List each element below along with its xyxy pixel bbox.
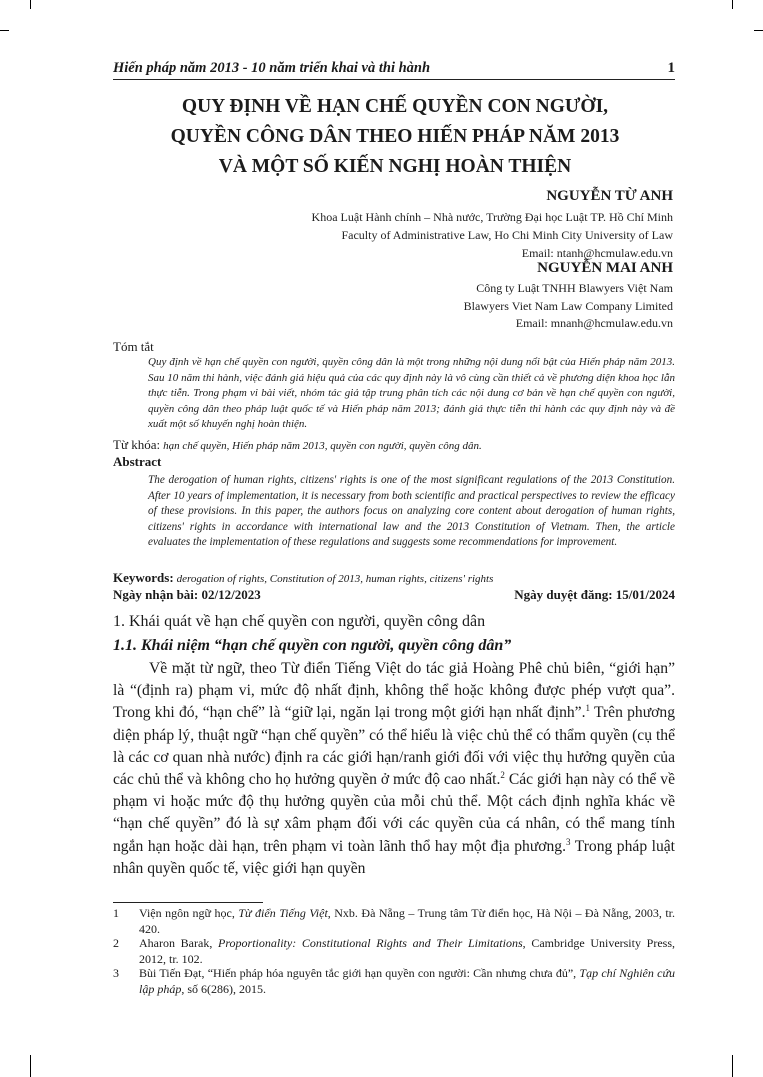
crop-mark xyxy=(732,0,733,9)
author-affiliation: Công ty Luật TNHH Blawyers Việt Nam xyxy=(476,281,673,295)
title-line: VÀ MỘT SỐ KIẾN NGHỊ HOÀN THIỆN xyxy=(218,156,572,177)
footnote-number: 2 xyxy=(113,936,119,950)
abstract-vi-text: Quy định về hạn chế quyền con người, quyền công dân là một trong những nội dung nổi bật của Hiến pháp năm 2013. Sau 10 năm thi hành, việc đánh giá hiệu quả của các quy định này là vô cùng cần thiết cả về phương diện khoa học lẫn thực tiễn. Trong phạm vi bài viết, nhóm tác giả tập trung phân tích các nội dung cơ bản về hạn chế quyền con người, quyền công dân theo pháp luật quốc tế và Hiến pháp năm 2013; đánh giá thực tiễn thi hành các quy định này và đề xuất một số khuyến nghị hoàn thiện. xyxy=(148,356,675,431)
keywords-vi-text: hạn chế quyền, Hiến pháp năm 2013, quyền con người, quyền công dân. xyxy=(163,440,482,452)
footnote-text: Aharon Barak, xyxy=(139,936,218,950)
crop-mark xyxy=(30,1055,31,1077)
keywords-en xyxy=(113,570,683,586)
running-title: Hiến pháp năm 2013 - 10 năm triển khai và thi hành xyxy=(113,60,431,76)
footnote-text: Bùi Tiến Đạt, “Hiến pháp hóa nguyên tắc giới hạn quyền con người: Cần nhưng chưa đủ”, xyxy=(139,966,580,980)
accepted-date: Ngày duyệt đăng: 15/01/2024 xyxy=(514,587,675,602)
author-name: NGUYỄN MAI ANH xyxy=(537,260,673,276)
footnote-text: , Cambridge University Press, 2012, tr. 102. xyxy=(139,936,675,966)
footnote xyxy=(113,906,675,937)
footnote-number: 1 xyxy=(113,906,119,920)
footnote-work-title: Tạp chí Nghiên cứu lập pháp xyxy=(139,966,675,996)
footnote xyxy=(113,966,675,997)
title-line: QUY ĐỊNH VỀ HẠN CHẾ QUYỀN CON NGƯỜI, xyxy=(181,96,609,117)
article-title xyxy=(100,92,690,182)
keywords-en-text: derogation of rights, Constitution of 2013, human rights, citizens' rights xyxy=(176,573,494,585)
abstract-vi-label: Tóm tắt xyxy=(113,339,154,354)
abstract-en-text: The derogation of human rights, citizens' rights is one of the most significant regulations of the 2013 Constitution. After 10 years of implementation, it is necessary from both scientific and practical perspectives to review the efficacy of these provisions. In this paper, the authors focus on analyzing core content about derogation of human rights, citizens' rights in accordance with international law and the 2013 Constitution of Vietnam. Then, the article evaluates the implementation of these regulations and suggests some recommendations for improvement. xyxy=(148,474,675,549)
footnote-text: Viện ngôn ngữ học, xyxy=(139,906,239,920)
article-dates xyxy=(113,587,675,605)
author-email: Email: ntanh@hcmulaw.edu.vn xyxy=(521,246,673,260)
author-name: NGUYỄN TỪ ANH xyxy=(546,188,673,204)
crop-mark xyxy=(732,1055,733,1077)
body-text: Về mặt từ ngữ, theo Từ điển Tiếng Việt do tác giả Hoàng Phê chủ biên, “giới hạn” là “(định ra) phạm vi, mức độ nhất định, không thể hoặc không được phép vượt qua”. Trong khi đó, “hạn chế” là “giữ lại, ngăn lại trong một giới hạn nhất định”. xyxy=(113,660,675,722)
footnote-ref[interactable]: 2 xyxy=(500,769,505,780)
footnote-ref[interactable]: 1 xyxy=(585,703,591,714)
footnote xyxy=(113,936,675,967)
author-affiliation: Khoa Luật Hành chính – Nhà nước, Trường Đại học Luật TP. Hồ Chí Minh xyxy=(311,210,673,224)
keywords-vi xyxy=(113,437,683,453)
section-heading: 1. Khái quát về hạn chế quyền con người, quyền công dân xyxy=(113,613,486,630)
keywords-vi-label: Từ khóa: xyxy=(113,437,161,452)
running-header xyxy=(113,57,675,80)
footnote-number: 3 xyxy=(113,966,119,980)
page-number: 1 xyxy=(667,60,675,76)
footnote-work-title: Proportionality: Constitutional Rights and Their Limitations xyxy=(218,936,523,950)
body-paragraph xyxy=(113,658,675,880)
crop-mark xyxy=(30,0,31,9)
footnote-text: , Nxb. Đà Nẵng – Trung tâm Từ điển học, Hà Nội – Đà Nẵng, 2003, tr. 420. xyxy=(139,906,676,936)
author-email: Email: mnanh@hcmulaw.edu.vn xyxy=(515,316,673,330)
body-text: Các giới hạn này có thể về phạm vi hoặc mức độ thụ hưởng quyền của mỗi chủ thể. Một cách định nghĩa khác về “hạn chế quyền” đó là sự xâm phạm đối với các quyền của cá nhân, có thể mang tính ngắn hạn hoặc dài hạn, trên phạm vi toàn lãnh thổ hay một địa phương. xyxy=(113,771,675,855)
keywords-en-label: Keywords: xyxy=(113,570,174,585)
title-line: QUYỀN CÔNG DÂN THEO HIẾN PHÁP NĂM 2013 xyxy=(170,126,620,147)
abstract-en-label: Abstract xyxy=(113,454,162,469)
footnote-divider xyxy=(113,902,263,903)
crop-mark xyxy=(754,30,763,31)
crop-mark xyxy=(0,30,9,31)
received-date: Ngày nhận bài: 02/12/2023 xyxy=(113,587,261,602)
author-affiliation-en: Blawyers Viet Nam Law Company Limited xyxy=(463,299,673,313)
subsection-heading: 1.1. Khái niệm “hạn chế quyền con người, quyền công dân” xyxy=(113,637,512,654)
footnote-text: , số 6(286), 2015. xyxy=(181,981,267,996)
footnote-ref[interactable]: 3 xyxy=(566,836,571,847)
body-text: Trong pháp luật nhân quyền quốc tế, việc giới hạn quyền xyxy=(113,837,675,877)
footnote-work-title: Từ điển Tiếng Việt xyxy=(238,906,328,920)
author-affiliation-en: Faculty of Administrative Law, Ho Chi Minh City University of Law xyxy=(341,228,673,242)
body-text: Trên phương diện pháp lý, thuật ngữ “hạn chế quyền” có thể hiểu là việc chủ thể có thẩm quyền (cụ thể là các cơ quan nhà nước) định ra các giới hạn/ranh giới đối với việc thụ hưởng quyền của các chủ thể và không cho họ hưởng quyền ở mức độ cao nhất. xyxy=(113,704,675,789)
